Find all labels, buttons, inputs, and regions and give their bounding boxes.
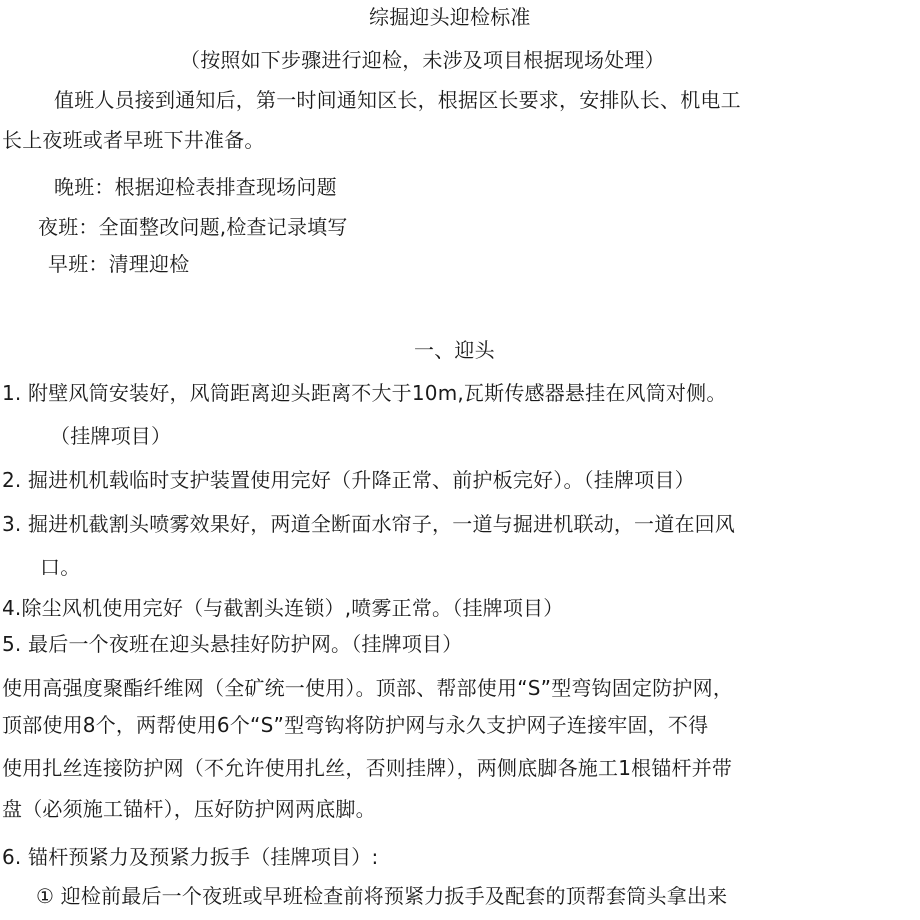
item-3-line-1: 3. 掘进机截割头喷雾效果好，两道全断面水帘子，一道与掘进机联动，一道在回风: [2, 512, 736, 536]
item-5-paragraph-line-2-part-1: 顶部使用8个，两帮使用6个“S”型弯钩将防护网与永久支护网子连接牢固，: [2, 713, 668, 737]
shift-night: [38, 215, 348, 239]
item-6: 6. 锚杆预紧力及预紧力扳手（挂牌项目）:: [2, 845, 379, 869]
item-5: 5. 最后一个夜班在迎头悬挂好防护网。（挂牌项目）: [2, 632, 463, 656]
section-heading: 一、迎头: [414, 338, 495, 362]
item-2: 2. 掘进机机载临时支护装置使用完好（升降正常、前护板完好）。（挂牌项目）: [2, 468, 695, 492]
item-6-subitem-1: [36, 884, 727, 908]
intro-line-1: 值班人员接到通知后，第一时间通知区长，根据区长要求，安排队长、机电工: [54, 88, 741, 112]
item-5-paragraph-line-2: [2, 713, 708, 737]
item-5-paragraph-line-2-part-2: 不得: [667, 713, 709, 737]
item-1-line-2: （挂牌项目）: [50, 424, 172, 448]
shift-night-part-1: 夜班：全面整改问题,: [38, 215, 227, 239]
shift-morning: 早班：清理迎检: [48, 252, 190, 276]
shift-evening: 晚班：根据迎检表排查现场问题: [54, 175, 337, 199]
document-title: 综掘迎头迎检标准: [369, 5, 531, 29]
item-3-line-2: 口。: [40, 555, 81, 579]
item-6-subitem-1-part-1: ① 迎检前最后一个夜班或早班检查前将: [36, 884, 384, 908]
item-5-paragraph-line-1: 使用高强度聚酯纤维网（全矿统一使用）。顶部、帮部使用“S”型弯钩固定防护网，: [2, 676, 734, 700]
item-4: [2, 596, 563, 620]
item-6-subitem-1-part-2: 预紧力扳手及配套的顶帮套筒头拿出来: [383, 884, 728, 908]
item-4-part-2: ,喷雾正常。: [344, 596, 453, 620]
item-5-paragraph-line-3: 使用扎丝连接防护网（不允许使用扎丝，否则挂牌），两侧底脚各施工1根锚杆并带: [2, 756, 733, 780]
item-4-part-3: （挂牌项目）: [452, 596, 564, 620]
intro-line-2: 长上夜班或者早班下井准备。: [2, 128, 265, 152]
shift-night-part-2: 检查记录填写: [226, 215, 348, 239]
item-1-line-1: 1. 附壁风筒安装好，风筒距离迎头距离不大于10m,瓦斯传感器悬挂在风筒对侧。: [2, 381, 727, 405]
item-5-paragraph-line-4: 盘（必须施工锚杆），压好防护网两底脚。: [2, 797, 376, 821]
document-subtitle: （按照如下步骤进行迎检，未涉及项目根据现场处理）: [180, 48, 665, 72]
item-4-part-1: 4.除尘风机使用完好（与截割头连锁）: [2, 596, 345, 620]
